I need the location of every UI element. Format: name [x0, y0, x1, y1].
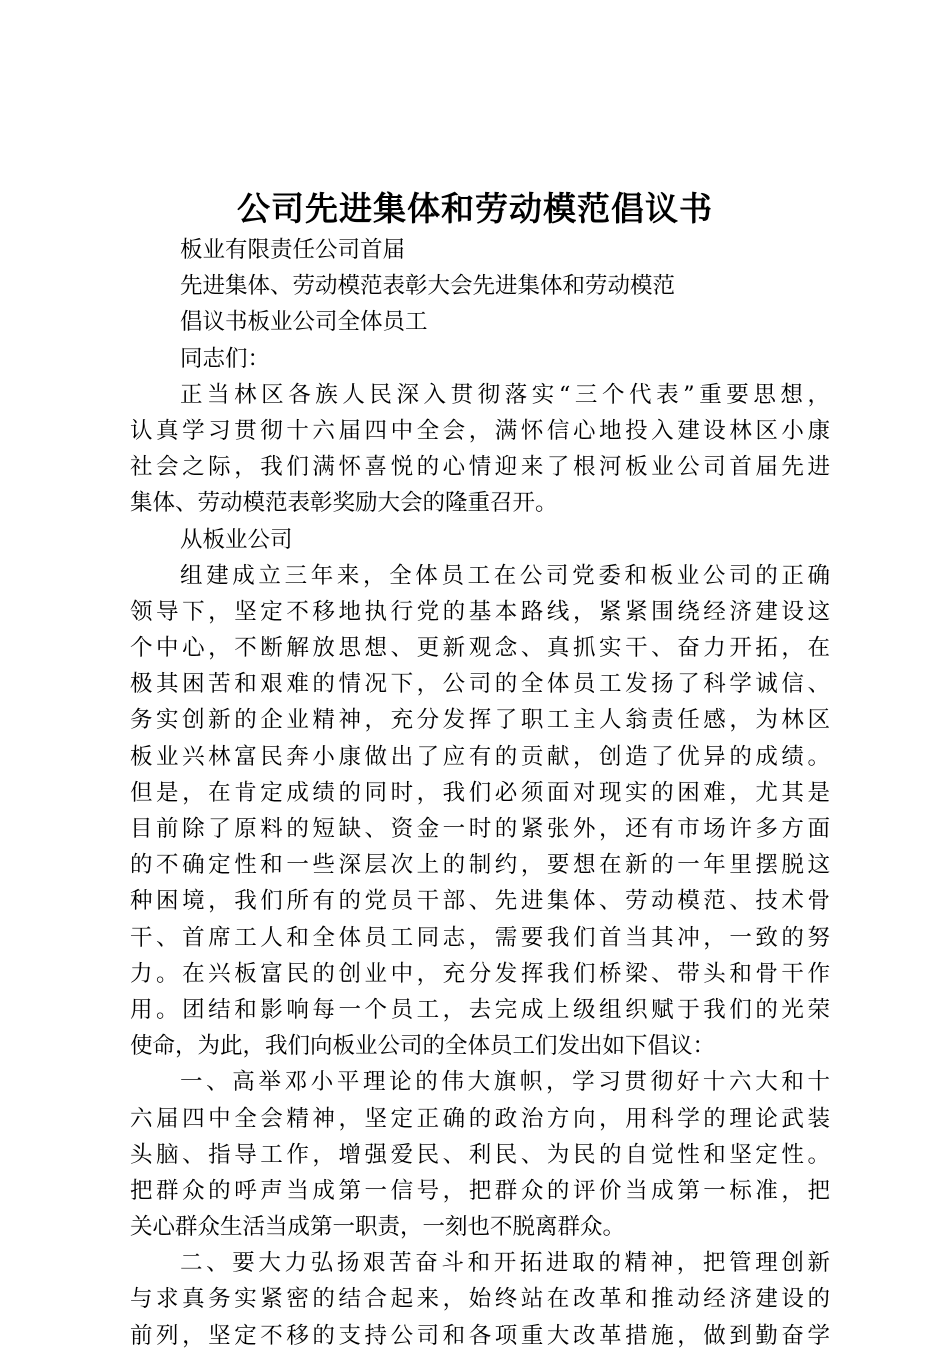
paragraph-line: 极其困苦和艰难的情况下，公司的全体员工发扬了科学诚信、	[130, 671, 830, 698]
paragraph-line: 板业兴林富民奔小康做出了应有的贡献，创造了优异的成绩。	[130, 743, 830, 770]
paragraph-line: 把群众的呼声当成第一信号，把群众的评价当成第一标准，把	[130, 1177, 830, 1204]
paragraph-line: 领导下，坚定不移地执行党的基本路线，紧紧围绕经济建设这	[130, 598, 830, 625]
paragraph-line: 正当林区各族人民深入贯彻落实“三个代表”重要思想，	[180, 381, 830, 408]
paragraph-line: 但是，在肯定成绩的同时，我们必须面对现实的困难，尤其是	[130, 779, 830, 806]
paragraph-line: 干、首席工人和全体员工同志，需要我们首当其冲，一致的努	[130, 924, 830, 951]
paragraph-line: 前列，坚定不移的支持公司和各项重大改革措施，做到勤奋学	[130, 1322, 830, 1349]
header-line: 倡议书板业公司全体员工	[180, 309, 428, 336]
paragraph-line: 个中心，不断解放思想、更新观念、真抓实干、奋力开拓，在	[130, 635, 830, 662]
paragraph-line: 使命，为此，我们向板业公司的全体员工们发出如下倡议：	[130, 1033, 716, 1060]
paragraph-line: 关心群众生活当成第一职责，一刻也不脱离群众。	[130, 1214, 626, 1241]
paragraph-line: 的不确定性和一些深层次上的制约，要想在新的一年里摆脱这	[130, 852, 830, 879]
header-line: 板业有限责任公司首届	[180, 237, 406, 263]
salutation: 同志们：	[180, 345, 271, 372]
paragraph-line: 与求真务实紧密的结合起来，始终站在改革和推动经济建设的	[130, 1286, 830, 1313]
paragraph-line: 集体、劳动模范表彰奖励大会的隆重召开。	[130, 490, 558, 517]
paragraph-line: 力。在兴板富民的创业中，充分发挥我们桥梁、带头和骨干作	[130, 960, 830, 987]
paragraph-line: 六届四中全会精神，坚定正确的政治方向，用科学的理论武装	[130, 1105, 830, 1132]
paragraph-line: 认真学习贯彻十六届四中全会，满怀信心地投入建设林区小康	[130, 417, 830, 444]
paragraph-line: 头脑、指导工作，增强爱民、利民、为民的自觉性和坚定性。	[130, 1141, 830, 1168]
header-line: 先进集体、劳动模范表彰大会先进集体和劳动模范	[180, 273, 676, 300]
paragraph-line: 从板业公司	[180, 526, 293, 553]
paragraph-line: 用。团结和影响每一个员工，去完成上级组织赋于我们的光荣	[130, 996, 830, 1023]
document-title: 公司先进集体和劳动模范倡议书	[237, 189, 713, 228]
document-body	[130, 232, 830, 1354]
paragraph-line: 务实创新的企业精神，充分发挥了职工主人翁责任感，为林区	[130, 707, 830, 734]
paragraph-line: 目前除了原料的短缺、资金一时的紧张外，还有市场许多方面	[130, 816, 830, 842]
paragraph-line: 二、要大力弘扬艰苦奋斗和开拓进取的精神，把管理创新	[180, 1250, 830, 1277]
paragraph-line: 社会之际，我们满怀喜悦的心情迎来了根河板业公司首届先进	[130, 454, 830, 481]
paragraph-line: 一、高举邓小平理论的伟大旗帜，学习贯彻好十六大和十	[180, 1069, 830, 1096]
paragraph-line: 种困境，我们所有的党员干部、先进集体、劳动模范、技术骨	[130, 888, 830, 915]
paragraph-line: 组建成立三年来，全体员工在公司党委和板业公司的正确	[180, 562, 830, 589]
